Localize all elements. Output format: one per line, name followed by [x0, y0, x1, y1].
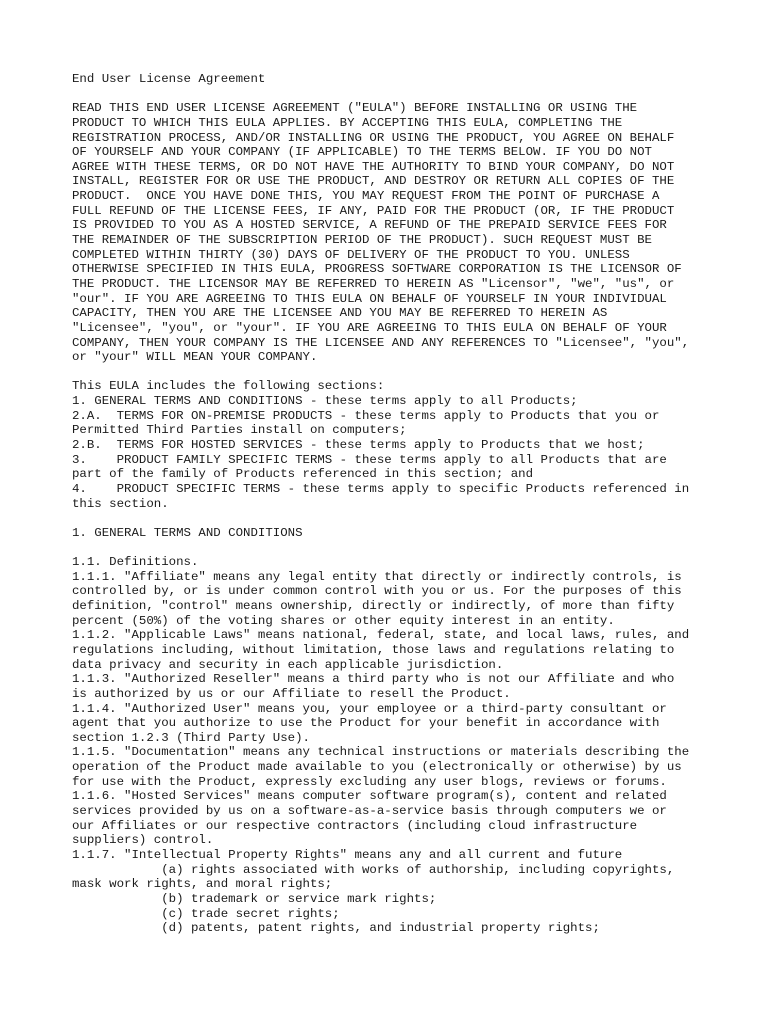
intro-line: INSTALL, REGISTER FOR OR USE THE PRODUCT, AND DESTROY OR RETURN ALL COPIES OF THE — [72, 174, 675, 189]
definitions-line: for use with the Product, expressly excluding any user blogs, reviews or forums. — [72, 774, 667, 789]
intro-line: FULL REFUND OF THE LICENSE FEES, IF ANY, PAID FOR THE PRODUCT (OR, IF THE PRODUCT — [72, 203, 675, 218]
overview-line: this section. — [72, 496, 169, 511]
definitions-line: percent (50%) of the voting shares or other equity interest in an entity. — [72, 613, 615, 628]
overview-line: 1. GENERAL TERMS AND CONDITIONS - these terms apply to all Products; — [72, 394, 578, 409]
sections-overview — [72, 379, 702, 511]
spacer — [72, 511, 702, 526]
intro-line: or "your" WILL MEAN YOUR COMPANY. — [72, 350, 318, 365]
definitions-line: suppliers) control. — [72, 833, 214, 848]
definitions-line: (c) trade secret rights; — [72, 906, 340, 921]
intro-line: AGREE WITH THESE TERMS, OR DO NOT HAVE THE AUTHORITY TO BIND YOUR COMPANY, DO NOT — [72, 159, 675, 174]
spacer — [72, 87, 702, 102]
overview-line: 4. PRODUCT SPECIFIC TERMS - these terms apply to specific Products referenced in — [72, 481, 690, 496]
section-heading: 1. GENERAL TERMS AND CONDITIONS — [72, 525, 303, 540]
definitions-line: agent that you authorize to use the Product for your benefit in accordance with — [72, 716, 660, 731]
definitions-line: data privacy and security in each applicable jurisdiction. — [72, 657, 504, 672]
definitions-line: (b) trademark or service mark rights; — [72, 891, 437, 906]
intro-paragraph — [72, 101, 702, 365]
overview-line: This EULA includes the following sections: — [72, 379, 385, 394]
intro-line: COMPANY, THEN YOUR COMPANY IS THE LICENSEE AND ANY REFERENCES TO "Licensee", "you", — [72, 335, 690, 350]
intro-line: THE REMAINDER OF THE SUBSCRIPTION PERIOD OF THE PRODUCT). SUCH REQUEST MUST BE — [72, 233, 652, 248]
definitions-line: 1.1. Definitions. — [72, 555, 199, 570]
definitions-line: 1.1.1. "Affiliate" means any legal entity that directly or indirectly controls, is — [72, 569, 682, 584]
definitions-line: 1.1.6. "Hosted Services" means computer software program(s), content and related — [72, 789, 667, 804]
intro-line: COMPLETED WITHIN THIRTY (30) DAYS OF DELIVERY OF THE PRODUCT TO YOU. UNLESS — [72, 247, 630, 262]
document-page — [72, 72, 702, 936]
definitions-line: 1.1.3. "Authorized Reseller" means a third party who is not our Affiliate and who — [72, 672, 675, 687]
definitions-line: regulations including, without limitation, those laws and regulations relating to — [72, 642, 675, 657]
overview-line: 2.B. TERMS FOR HOSTED SERVICES - these terms apply to Products that we host; — [72, 438, 645, 453]
definitions-line: controlled by, or is under common control with you or us. For the purposes of this — [72, 584, 682, 599]
definitions-section — [72, 555, 702, 936]
definitions-line: 1.1.7. "Intellectual Property Rights" means any and all current and future — [72, 847, 623, 862]
definitions-line: services provided by us on a software-as-a-service basis through computers we or — [72, 804, 667, 819]
definitions-line: operation of the Product made available to you (electronically or otherwise) by us — [72, 760, 682, 775]
definitions-line: section 1.2.3 (Third Party Use). — [72, 730, 310, 745]
intro-line: OF YOURSELF AND YOUR COMPANY (IF APPLICABLE) TO THE TERMS BELOW. IF YOU DO NOT — [72, 145, 652, 160]
intro-line: "Licensee", "you", or "your". IF YOU ARE AGREEING TO THIS EULA ON BEHALF OF YOUR — [72, 320, 667, 335]
intro-line: READ THIS END USER LICENSE AGREEMENT ("EULA") BEFORE INSTALLING OR USING THE — [72, 101, 638, 116]
definitions-line: our Affiliates or our respective contractors (including cloud infrastructure — [72, 818, 638, 833]
overview-line: 3. PRODUCT FAMILY SPECIFIC TERMS - these terms apply to all Products that are — [72, 452, 667, 467]
definitions-line: is authorized by us or our Affiliate to resell the Product. — [72, 686, 511, 701]
definitions-line: 1.1.5. "Documentation" means any technical instructions or materials describing the — [72, 745, 690, 760]
definitions-line: mask work rights, and moral rights; — [72, 877, 333, 892]
intro-line: IS PROVIDED TO YOU AS A HOSTED SERVICE, A REFUND OF THE PREPAID SERVICE FEES FOR — [72, 218, 667, 233]
document-title: End User License Agreement — [72, 72, 266, 86]
intro-line: THE PRODUCT. THE LICENSOR MAY BE REFERRED TO HEREIN AS "Licensor", "we", "us", or — [72, 276, 675, 291]
overview-line: Permitted Third Parties install on computers; — [72, 423, 407, 438]
spacer — [72, 541, 702, 556]
overview-line: part of the family of Products referenced in this section; and — [72, 467, 534, 482]
definitions-line: 1.1.4. "Authorized User" means you, your employee or a third-party consultant or — [72, 701, 667, 716]
spacer — [72, 365, 702, 380]
intro-line: "our". IF YOU ARE AGREEING TO THIS EULA ON BEHALF OF YOURSELF IN YOUR INDIVIDUAL — [72, 291, 667, 306]
definitions-line: 1.1.2. "Applicable Laws" means national, federal, state, and local laws, rules, and — [72, 628, 690, 643]
definitions-line: definition, "control" means ownership, directly or indirectly, of more than fifty — [72, 599, 675, 614]
intro-line: OTHERWISE SPECIFIED IN THIS EULA, PROGRESS SOFTWARE CORPORATION IS THE LICENSOR OF — [72, 262, 682, 277]
definitions-line: (a) rights associated with works of authorship, including copyrights, — [72, 862, 675, 877]
intro-line: REGISTRATION PROCESS, AND/OR INSTALLING OR USING THE PRODUCT, YOU AGREE ON BEHALF — [72, 130, 675, 145]
intro-line: PRODUCT. ONCE YOU HAVE DONE THIS, YOU MAY REQUEST FROM THE POINT OF PURCHASE A — [72, 189, 660, 204]
overview-line: 2.A. TERMS FOR ON-PREMISE PRODUCTS - these terms apply to Products that you or — [72, 408, 660, 423]
intro-line: PRODUCT TO WHICH THIS EULA APPLIES. BY ACCEPTING THIS EULA, COMPLETING THE — [72, 115, 623, 130]
definitions-line: (d) patents, patent rights, and industrial property rights; — [72, 921, 600, 936]
intro-line: CAPACITY, THEN YOU ARE THE LICENSEE AND YOU MAY BE REFERRED TO HEREIN AS — [72, 306, 608, 321]
